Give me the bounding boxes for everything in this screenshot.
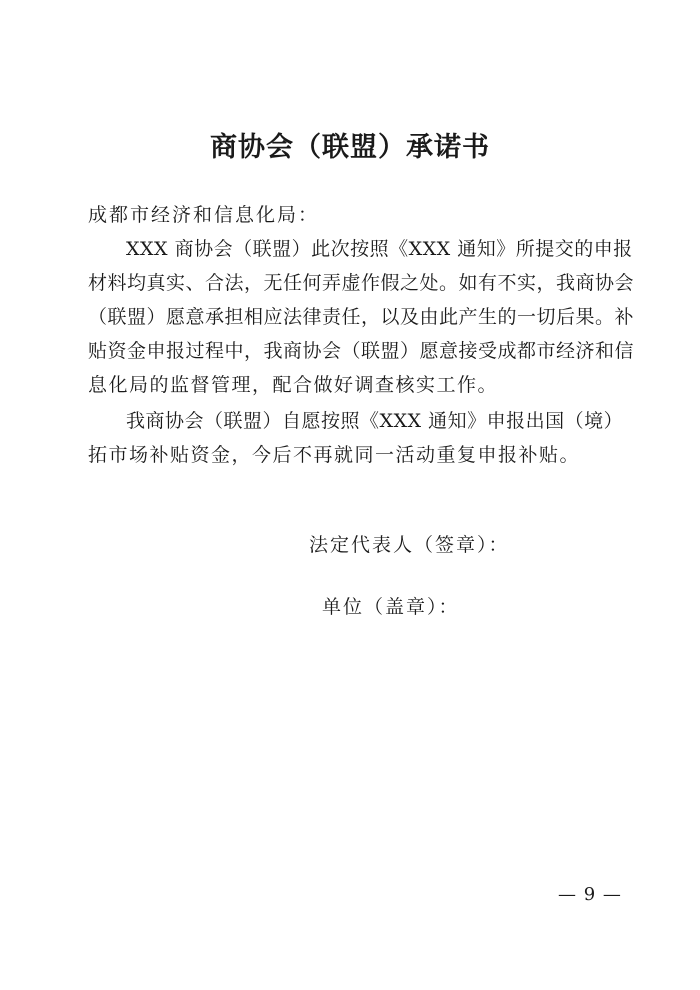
page-number: — 9 — — [558, 884, 622, 905]
paragraph-1-line: XXX 商协会（联盟）此次按照《XXX 通知》所提交的申报 — [126, 238, 633, 260]
unit-seal-label: 单位（盖章）： — [322, 596, 460, 618]
salutation: 成都市经济和信息化局： — [88, 204, 320, 226]
document-title: 商协会（联盟）承诺书 — [210, 132, 490, 163]
paragraph-1-line: 贴资金申报过程中，我商协会（联盟）愿意接受成都市经济和信 — [88, 340, 635, 362]
legal-representative-signature-label: 法定代表人（签章）： — [309, 534, 510, 556]
paragraph-1-line: 材料均真实、合法，无任何弄虚作假之处。如有不实，我商协会 — [88, 272, 635, 294]
paragraph-1-line: （联盟）愿意承担相应法律责任，以及由此产生的一切后果。补 — [88, 306, 635, 328]
paragraph-1-line: 息化局的监督管理，配合做好调查核实工作。 — [88, 374, 499, 396]
paragraph-2-line: 拓市场补贴资金，今后不再就同一活动重复申报补贴。 — [88, 444, 581, 466]
paragraph-2-line: 我商协会（联盟）自愿按照《XXX 通知》申报出国（境） — [126, 410, 624, 432]
